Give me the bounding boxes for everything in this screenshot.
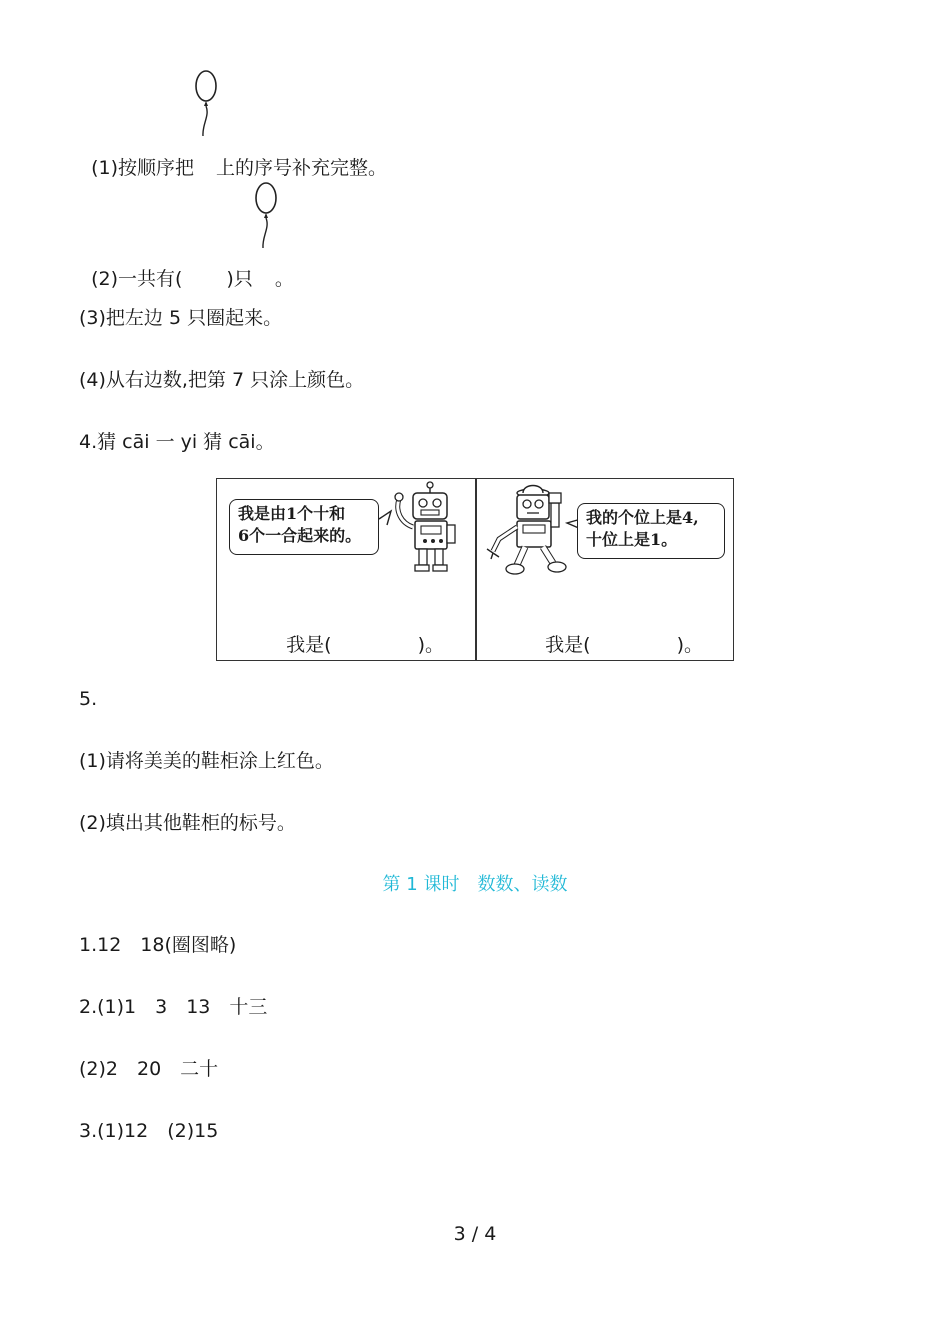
robot-guess-panel xyxy=(216,478,734,661)
left-speech-bubble xyxy=(229,499,379,555)
q3-sub2-pre: (2)一共有( xyxy=(91,268,183,290)
q3-sub4: (4)从右边数,把第 7 只涂上颜色。 xyxy=(79,369,365,391)
q5-sub2: (2)填出其他鞋柜的标号。 xyxy=(79,812,296,834)
page-number: 3 / 4 xyxy=(453,1223,497,1245)
right-speech-bubble xyxy=(577,503,725,559)
right-answer-post: )。 xyxy=(676,634,704,656)
q3-sub2-mid: )只 xyxy=(226,268,253,290)
left-answer xyxy=(262,609,444,681)
answer-1: 1.12 18(圈图略) xyxy=(79,934,237,956)
q3-sub1 xyxy=(79,132,387,180)
answer-3: 3.(1)12 (2)15 xyxy=(79,1120,219,1142)
left-answer-pre: 我是( xyxy=(286,634,332,656)
q3-sub2 xyxy=(79,243,294,291)
left-answer-post: )。 xyxy=(417,634,445,656)
answer-2-2: (2)2 20 二十 xyxy=(79,1058,219,1080)
right-bubble-line2: 十位上是1。 xyxy=(586,530,678,549)
balloon-icon xyxy=(252,178,280,250)
answer-2-1: 2.(1)1 3 13 十三 xyxy=(79,996,268,1018)
left-bubble-line1: 我是由1个十和 xyxy=(238,504,346,523)
q3-sub3: (3)把左边 5 只圈起来。 xyxy=(79,307,283,329)
q5-title: 5. xyxy=(79,688,98,710)
q5-sub1: (1)请将美美的鞋柜涂上红色。 xyxy=(79,750,334,772)
panel-divider xyxy=(475,479,477,660)
left-bubble-line2: 6个一合起来的。 xyxy=(238,526,362,545)
q3-sub1-post: 上的序号补充完整。 xyxy=(216,157,388,179)
q3-sub2-post: 。 xyxy=(274,268,294,290)
q3-sub1-pre: (1)按顺序把 xyxy=(91,157,195,179)
right-bubble-line1: 我的个位上是4, xyxy=(586,508,699,527)
robot-icon xyxy=(483,479,583,579)
right-answer xyxy=(521,609,703,681)
right-answer-pre: 我是( xyxy=(545,634,591,656)
section-title: 第 1 课时 数数、读数 xyxy=(382,874,568,895)
balloon-icon xyxy=(192,66,220,138)
robot-icon xyxy=(377,481,467,577)
q4-title: 4.猜 cāi 一 yi 猜 cāi。 xyxy=(79,431,275,453)
